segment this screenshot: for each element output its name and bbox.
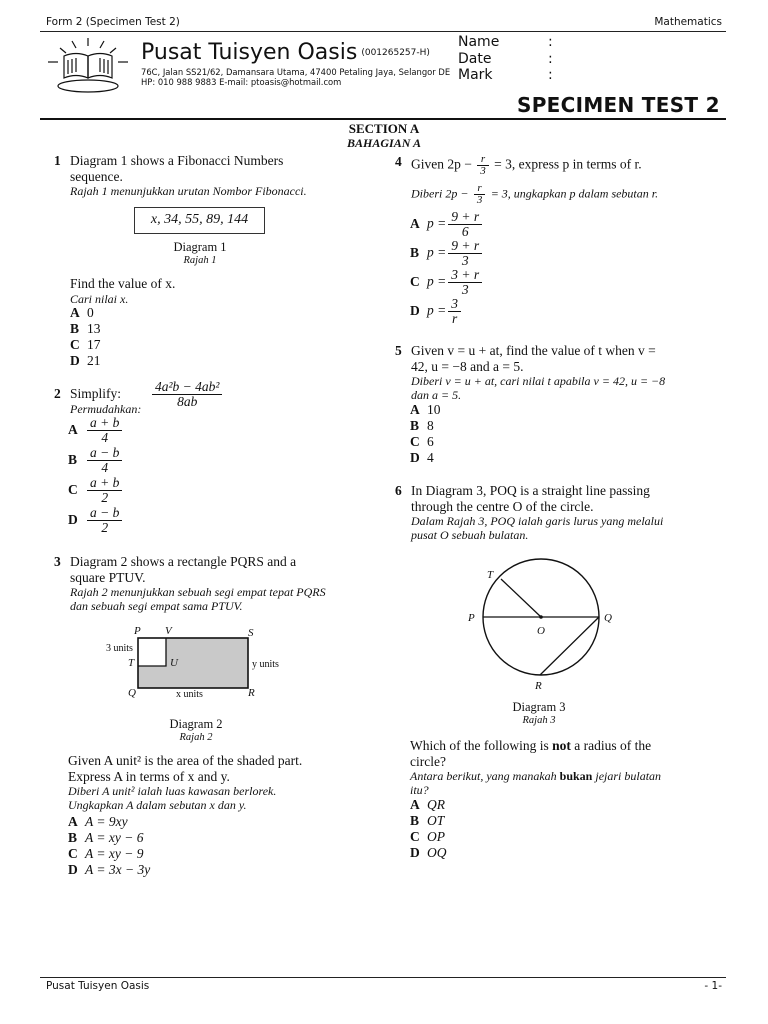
field-label: Name xyxy=(458,34,500,50)
diagram-2-caption xyxy=(146,717,246,743)
school-address: 76C, Jalan SS21/62, Damansara Utama, 47400 Petaling Jaya, Selangor DE xyxy=(141,67,451,77)
radius-ot xyxy=(501,579,541,617)
option-d[interactable]: D A = 3x − 3y xyxy=(68,862,151,877)
label-s: S xyxy=(248,627,254,639)
question-number: 3 xyxy=(54,554,61,569)
question-4-options xyxy=(410,210,484,326)
r-over-3-ms: $\frac{r}{3}$ xyxy=(474,183,486,206)
label-r: R xyxy=(535,680,542,692)
question-2-options xyxy=(68,416,124,536)
diagram-label-ms: Rajah 1 xyxy=(183,255,217,266)
rest-text-ms: = 3, ungkapkan p dalam sebutan r. xyxy=(490,186,659,201)
question-6-options xyxy=(410,797,447,861)
option-c[interactable]: C A = xy − 9 xyxy=(68,846,144,861)
diagram-label: Diagram 2 xyxy=(169,717,223,731)
ask-ms-line-1: Diberi A unit² ialah luas kawasan berlorek. xyxy=(68,784,277,798)
label-t: T xyxy=(128,657,135,669)
label-u: U xyxy=(170,657,178,669)
r-over-3: $\frac{r}{3}$ xyxy=(477,154,489,177)
option-d[interactable]: D 21 xyxy=(70,353,101,368)
section-subtitle: BAHAGIAN A xyxy=(347,136,421,150)
question-text-ms: Permudahkan: xyxy=(70,401,142,416)
mark-field[interactable] xyxy=(458,67,553,84)
label-r: R xyxy=(248,687,255,699)
dimension-3-units: 3 units xyxy=(106,643,133,654)
option-b[interactable]: B A = xy − 6 xyxy=(68,830,144,845)
question-text-ms: Diberi v = u + at, cari nilai t apabila v = 42, u = −8 dan a = 5. xyxy=(411,374,666,402)
label-p: P xyxy=(134,625,141,637)
dimension-y-units: y units xyxy=(252,659,279,670)
diagram-1-caption xyxy=(150,240,250,266)
section-title: SECTION A xyxy=(348,121,420,136)
option-a[interactable]: A p = $\frac{9 + r}{6}$ xyxy=(410,210,484,239)
test-title: SPECIMEN TEST 2 xyxy=(517,93,720,117)
header-left: Form 2 (Specimen Test 2) xyxy=(46,16,180,28)
label-v: V xyxy=(165,625,172,637)
school-address-block xyxy=(141,67,450,87)
question-text: Given v = u + at, find the value of t when v = 42, u = −8 and a = 5. xyxy=(411,343,656,374)
question-text-ms: Rajah 1 menunjukkan urutan Nombor Fibonacci. xyxy=(70,184,307,198)
question-6 xyxy=(395,483,673,542)
diagram-label-ms: Rajah 3 xyxy=(522,715,556,726)
diagram-3-circle xyxy=(460,558,630,694)
simplify-expression xyxy=(150,380,224,409)
option-a[interactable]: A A = 9xy xyxy=(68,814,128,829)
question-text: Diagram 1 shows a Fibonacci Numbers sequence. xyxy=(70,153,284,184)
registration-number: (001265257-H) xyxy=(361,48,430,58)
book-logo xyxy=(46,36,130,96)
given-text: Given 2p − xyxy=(411,156,472,172)
option-c[interactable]: C p = $\frac{3 + r}{3}$ xyxy=(410,268,484,297)
diagram-label: Diagram 3 xyxy=(512,700,566,714)
option-a[interactable]: A $\frac{a + b}{4}$ xyxy=(68,416,124,446)
ask-text: Find the value of x. xyxy=(70,276,176,291)
option-b[interactable]: B 8 xyxy=(410,418,434,433)
field-label: Date xyxy=(458,50,492,67)
running-header xyxy=(46,16,722,32)
question-4 xyxy=(395,153,681,177)
question-text-ms: Rajah 2 menunjukkan sebuah segi empat tepat PQRS dan sebuah segi empat sama PTUV. xyxy=(70,585,326,613)
option-d[interactable]: D 4 xyxy=(410,450,434,465)
question-1-ask xyxy=(70,276,332,306)
option-a[interactable]: A 0 xyxy=(70,305,94,320)
option-b[interactable]: B 13 xyxy=(70,321,101,336)
option-a[interactable]: A QR xyxy=(410,797,445,812)
question-4-ms xyxy=(411,183,681,206)
dimension-x-units: x units xyxy=(176,689,203,700)
denominator: 8ab xyxy=(177,394,198,409)
field-label: Mark xyxy=(458,67,493,83)
school-contact: HP: 010 988 9883 E-mail: ptoasis@hotmail.com xyxy=(141,77,342,87)
header-rule xyxy=(40,31,726,32)
school-name-line xyxy=(141,40,430,65)
question-text: In Diagram 3, POQ is a straight line passing through the centre O of the circle. xyxy=(411,483,650,514)
question-3 xyxy=(54,554,332,613)
question-number: 2 xyxy=(54,386,61,401)
option-d[interactable]: D OQ xyxy=(410,845,447,860)
date-field[interactable] xyxy=(458,51,553,68)
numerator: 4a²b − 4ab² xyxy=(152,380,222,395)
question-text: Simplify: xyxy=(70,386,122,401)
diagram-3-caption xyxy=(489,700,589,726)
question-text-ms: Dalam Rajah 3, POQ ialah garis lurus yang melalui pusat O sebuah bulatan. xyxy=(411,514,664,542)
option-c[interactable]: C OP xyxy=(410,829,445,844)
letterhead-rule xyxy=(40,118,726,120)
emphasis-bukan: bukan xyxy=(559,769,593,783)
question-text: Diagram 2 shows a rectangle PQRS and a square PTUV. xyxy=(70,554,297,585)
rest-text: = 3, express p in terms of r. xyxy=(494,156,642,172)
label-q: Q xyxy=(604,612,612,624)
ask-line-2: Express A in terms of x and y. xyxy=(68,768,230,784)
option-c[interactable]: C 6 xyxy=(410,434,434,449)
label-p: P xyxy=(468,612,475,624)
ask-text-ms: Antara berikut, yang manakah bukan jejari bulatan itu? xyxy=(410,769,662,797)
student-info-fields xyxy=(458,34,553,84)
page-number: - 1- xyxy=(704,980,722,992)
option-a[interactable]: A 10 xyxy=(410,402,441,417)
label-t: T xyxy=(487,569,494,581)
school-name: Pusat Tuisyen Oasis xyxy=(141,40,358,65)
question-number: 5 xyxy=(395,343,402,358)
question-3-options xyxy=(68,814,150,878)
diagram-2-rectangle xyxy=(98,622,298,704)
footer-rule xyxy=(40,977,726,978)
ask-text-ms: Cari nilai x. xyxy=(70,291,129,306)
name-field[interactable] xyxy=(458,34,553,51)
ask-ms-line-2: Ungkapkan A dalam sebutan x dan y. xyxy=(68,798,247,812)
question-6-ask xyxy=(410,738,672,797)
fibonacci-sequence-box: x, 34, 55, 89, 144 xyxy=(134,207,265,234)
centre-o xyxy=(539,615,543,619)
question-1-options xyxy=(70,305,101,369)
diagram-label: Diagram 1 xyxy=(173,240,227,254)
field-colon: : xyxy=(548,50,553,67)
option-c[interactable]: C $\frac{a + b}{2}$ xyxy=(68,476,124,506)
question-number: 4 xyxy=(395,154,402,169)
footer-left: Pusat Tuisyen Oasis xyxy=(46,980,150,992)
given-text-ms: Diberi 2p − xyxy=(411,186,469,201)
label-q: Q xyxy=(128,687,136,699)
field-colon: : xyxy=(548,67,553,83)
question-5 xyxy=(395,343,673,402)
option-d[interactable]: D $\frac{a - b}{2}$ xyxy=(68,506,124,536)
question-3-ask xyxy=(68,753,338,812)
option-b[interactable]: B p = $\frac{9 + r}{3}$ xyxy=(410,239,484,268)
question-5-options xyxy=(410,402,441,466)
option-b[interactable]: B $\frac{a - b}{4}$ xyxy=(68,446,124,476)
running-footer xyxy=(46,980,722,994)
option-c[interactable]: C 17 xyxy=(70,337,101,352)
question-number: 1 xyxy=(54,153,61,168)
field-colon: : xyxy=(548,34,553,50)
expression-fraction xyxy=(152,380,222,409)
label-o: O xyxy=(537,625,545,637)
diagram-label-ms: Rajah 2 xyxy=(179,732,213,743)
question-1 xyxy=(54,153,332,198)
ask-text: Which of the following is not a radius of the circle? xyxy=(410,738,652,769)
option-b[interactable]: B OT xyxy=(410,813,445,828)
ask-line-1: Given A unit² is the area of the shaded part. xyxy=(68,753,303,768)
chord-qr xyxy=(540,617,599,675)
option-d[interactable]: D p = $\frac{3}{r}$ xyxy=(410,297,484,326)
emphasis-not: not xyxy=(552,738,571,753)
header-right: Mathematics xyxy=(654,16,722,28)
question-number: 6 xyxy=(395,483,402,498)
square-ptuv xyxy=(138,638,166,666)
